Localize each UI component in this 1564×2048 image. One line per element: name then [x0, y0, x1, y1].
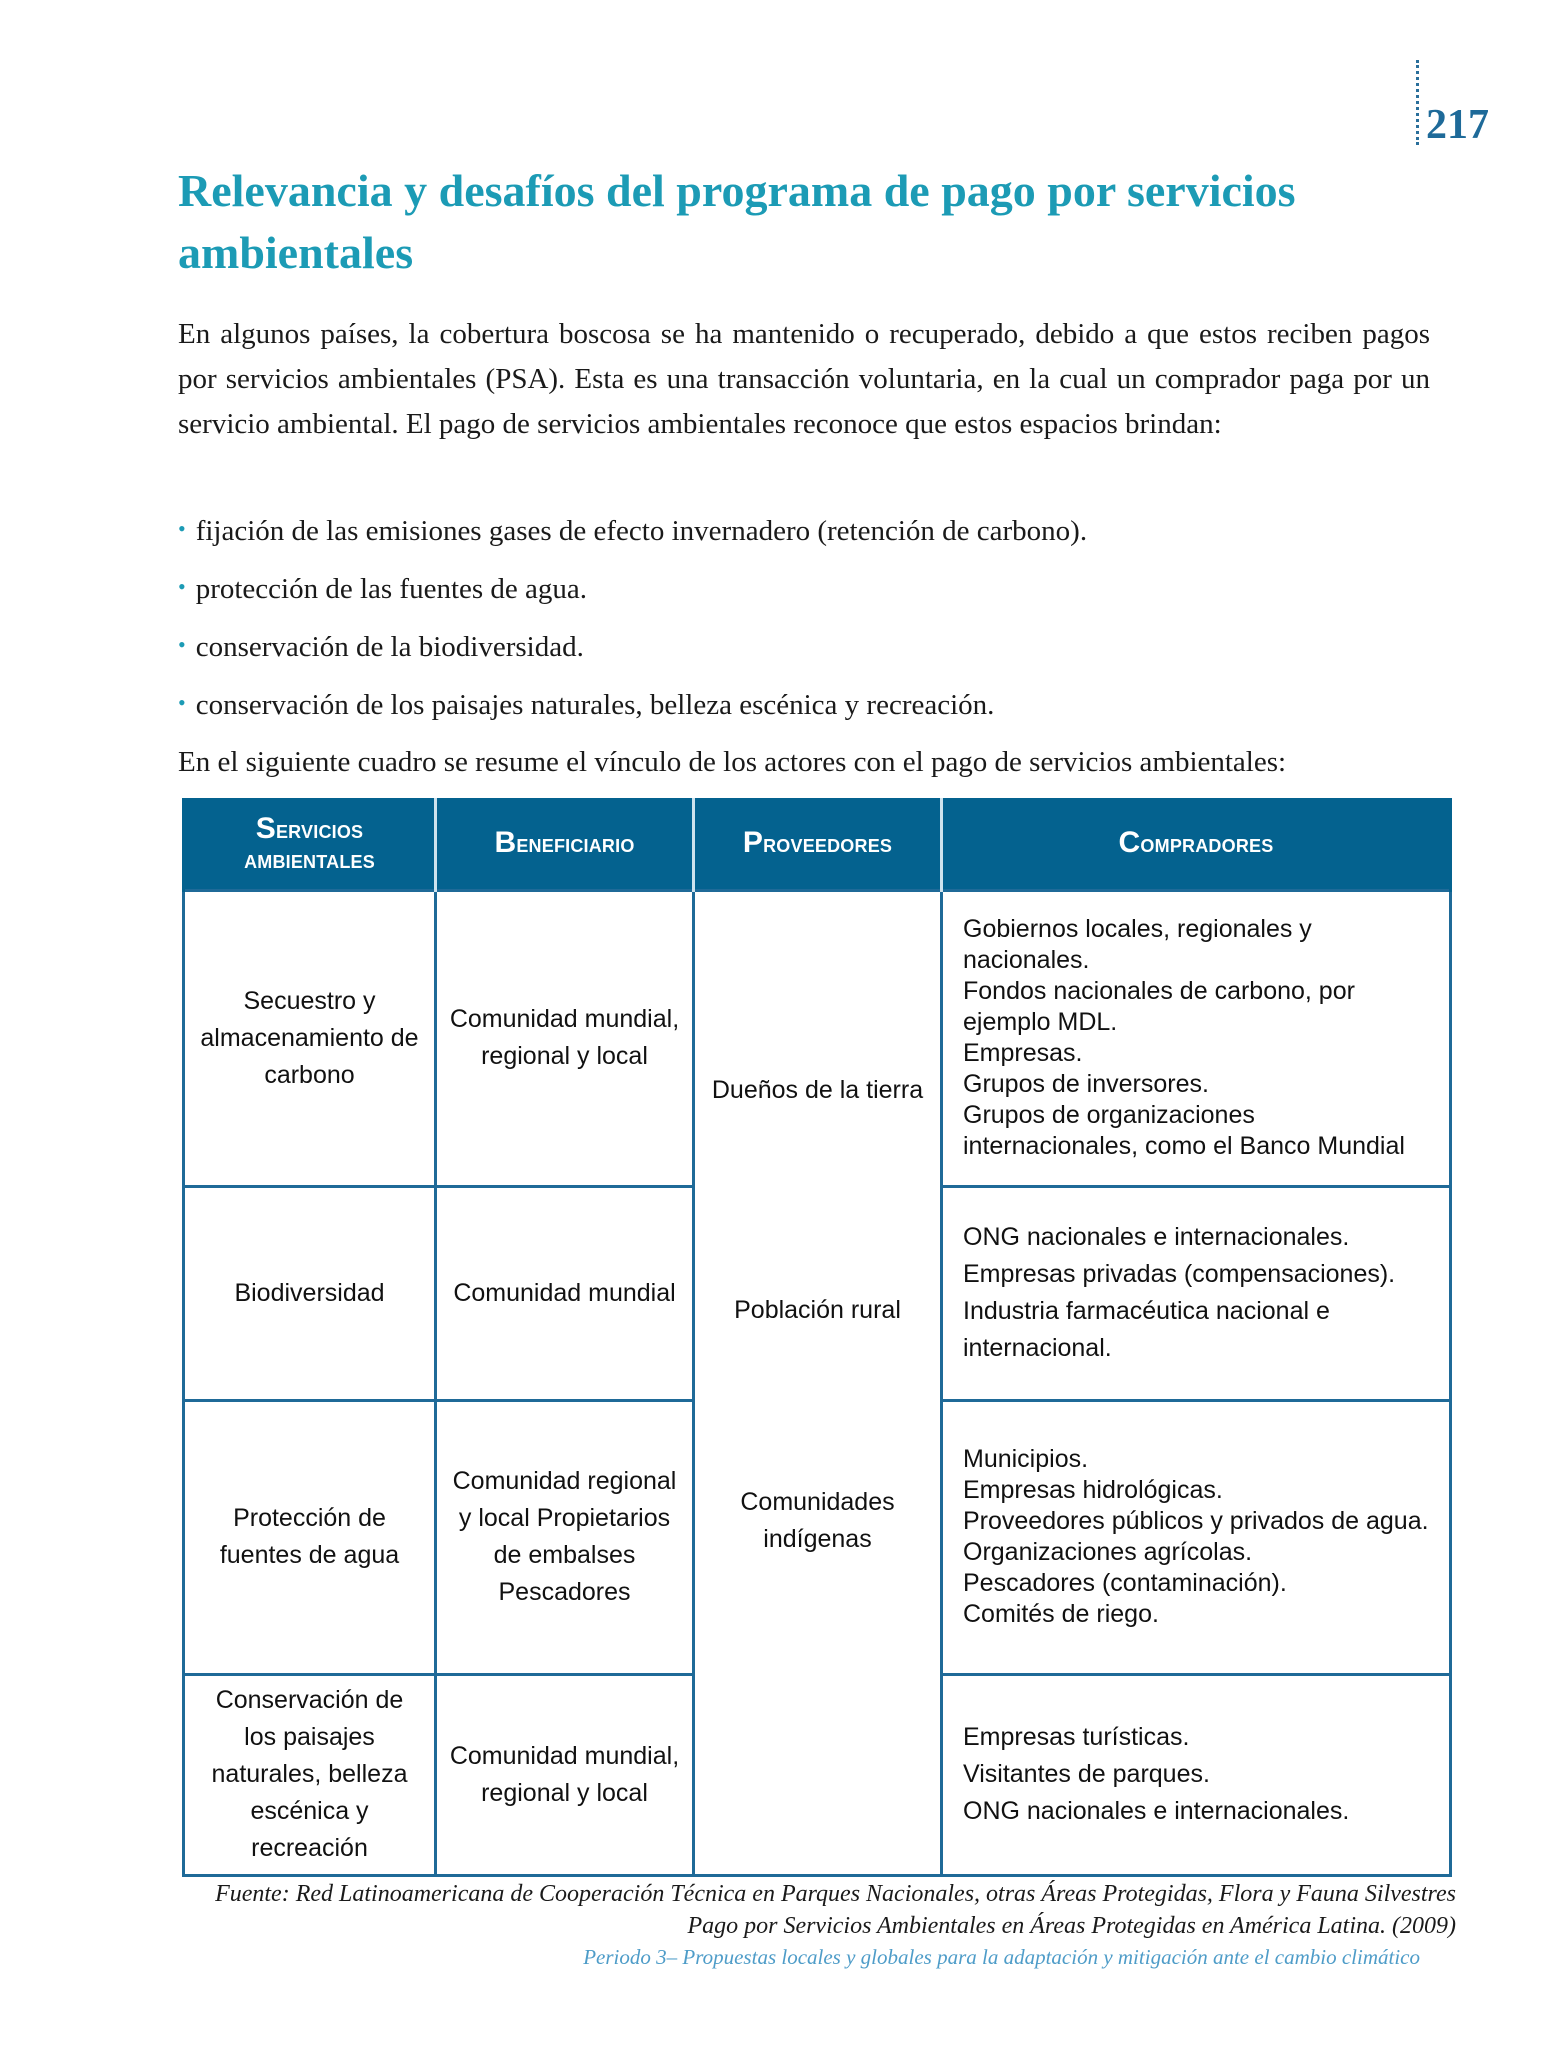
list-item: • conservación de los paisajes naturales, belleza escénica y recreación.	[178, 676, 1438, 734]
running-footer: Periodo 3– Propuestas locales y globales para la adaptación y mitigación ante el cambio climático	[583, 1945, 1420, 1969]
buyers-cell: Empresas turísticas. Visitantes de parques. ONG nacionales e internacionales.	[942, 1675, 1451, 1875]
table-lead-text: En el siguiente cuadro se resume el vínculo de los actores con el pago de servicios ambientales:	[178, 746, 1287, 778]
header-servicios-ambientales: Servicios ambientales	[184, 798, 436, 890]
bullet-icon: •	[178, 632, 186, 657]
header-beneficiario: Beneficiario	[436, 798, 694, 890]
page-title: Relevancia y desafíos del programa de pago por servicios ambientales	[178, 165, 1296, 278]
table-header-row	[184, 798, 1451, 890]
header-proveedores: Proveedores	[694, 798, 942, 890]
beneficiary-cell: Comunidad mundial	[436, 1187, 694, 1400]
service-cell: Biodiversidad	[184, 1187, 436, 1400]
beneficiary-cell: Comunidad regional y local Propietarios de embalses Pescadores	[436, 1400, 694, 1675]
table-row	[184, 890, 1451, 1187]
bullet-icon: •	[178, 574, 186, 599]
providers-cell	[694, 890, 942, 1875]
service-cell: Secuestro y almacenamiento de carbono	[184, 890, 436, 1187]
buyers-cell: Gobiernos locales, regionales y nacionales. Fondos nacionales de carbono, por ejemplo MDL. Empresas. Grupos de inversores. Grupos de organizaciones internacionales, como el Banco Mundial	[942, 890, 1451, 1187]
bullet-icon: •	[178, 516, 186, 541]
beneficiary-cell: Comunidad mundial, regional y local	[436, 890, 694, 1187]
list-item: • protección de las fuentes de agua.	[178, 560, 1438, 618]
service-cell: Conservación de los paisajes naturales, belleza escénica y recreación	[184, 1675, 436, 1875]
buyers-cell: ONG nacionales e internacionales. Empresas privadas (compensaciones). Industria farmacéutica nacional e internacional.	[942, 1187, 1451, 1400]
benefits-list	[178, 502, 1438, 734]
provider-item: Población rural	[734, 1295, 901, 1324]
dotted-rule	[1416, 60, 1419, 145]
psa-actors-table	[182, 798, 1452, 1877]
list-item: • conservación de la biodiversidad.	[178, 618, 1438, 676]
beneficiary-cell: Comunidad mundial, regional y local	[436, 1675, 694, 1875]
service-cell: Protección de fuentes de agua	[184, 1400, 436, 1675]
page-number: 217	[1426, 102, 1489, 148]
table-source-citation: Fuente: Red Latinoamericana de Cooperación Técnica en Parques Nacionales, otras Áreas Protegidas, Flora y Fauna Silvestres Pago por Servicios Ambientales en Áreas Protegidas en América Latina. (2009)	[215, 1881, 1456, 1939]
list-item: • fijación de las emisiones gases de efecto invernadero (retención de carbono).	[178, 502, 1438, 560]
bullet-icon: •	[178, 690, 186, 715]
provider-item: Dueños de la tierra	[711, 1075, 924, 1104]
provider-item: Comunidades indígenas	[740, 1487, 895, 1553]
header-compradores: Compradores	[942, 798, 1451, 890]
buyers-cell: Municipios. Empresas hidrológicas. Proveedores públicos y privados de agua. Organizaciones agrícolas. Pescadores (contaminación). Comités de riego.	[942, 1400, 1451, 1675]
intro-paragraph: En algunos países, la cobertura boscosa se ha mantenido o recuperado, debido a que estos reciben pagos por servicios ambientales (PSA). Esta es una transacción voluntaria, en la cual un comprador paga por un servicio ambiental. El pago de servicios ambientales reconoce que estos espacios brindan:	[178, 318, 1430, 440]
